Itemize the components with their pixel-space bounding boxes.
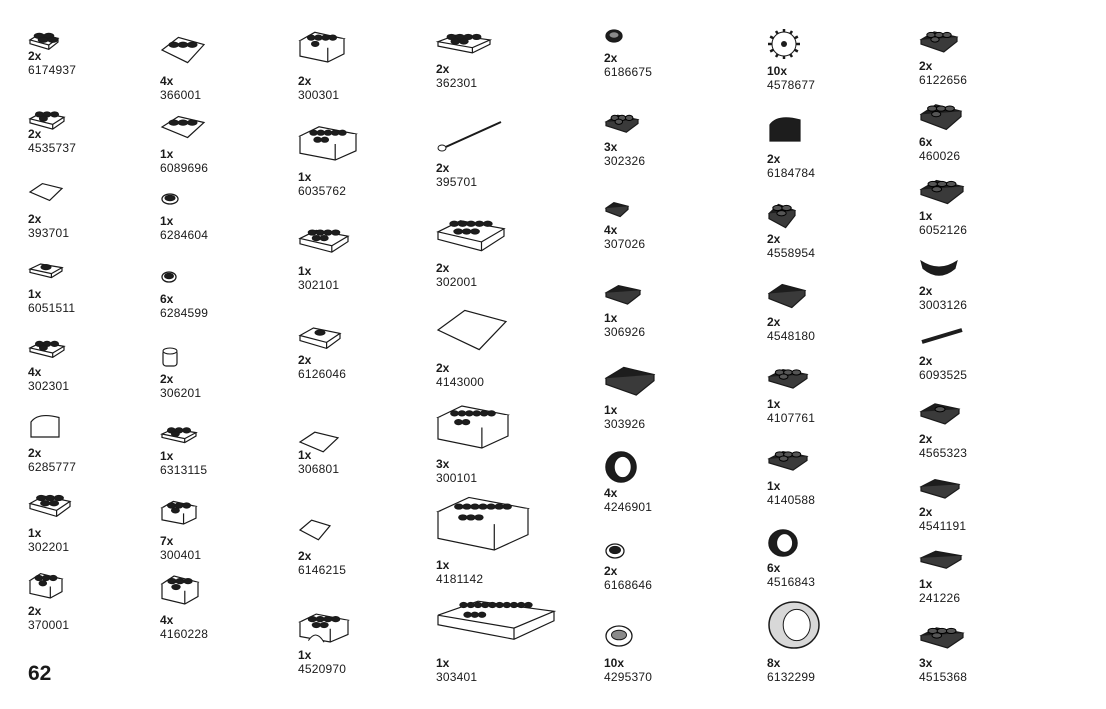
part-quantity: 2x (28, 127, 42, 141)
part-number: 302201 (28, 540, 70, 554)
part-number: 4541191 (919, 519, 967, 533)
part-number: 4143000 (436, 375, 485, 389)
part-number: 6285777 (28, 460, 77, 474)
part-number: 362301 (436, 76, 478, 90)
part-number: 6174937 (28, 63, 77, 77)
round-brick-icon (160, 346, 180, 370)
black-grille-plate-icon (767, 366, 809, 390)
black-jumper-plate-icon (919, 400, 961, 426)
part-number: 300301 (298, 88, 340, 102)
part-number: 4246901 (604, 500, 653, 514)
part-quantity: 1x (298, 264, 312, 278)
part-number: 4295370 (604, 670, 653, 684)
part-quantity: 3x (604, 140, 618, 154)
part-quantity: 2x (28, 49, 42, 63)
part-quantity: 2x (436, 62, 450, 76)
part-quantity: 1x (28, 526, 42, 540)
brick-2x2-icon (298, 28, 346, 64)
part-number: 303401 (436, 670, 478, 684)
antenna-icon (436, 118, 504, 154)
part-number: 4160228 (160, 627, 209, 641)
part-quantity: 2x (298, 549, 312, 563)
large-tire-icon (767, 600, 821, 650)
black-wheel-plate-icon (919, 100, 963, 132)
part-quantity: 2x (436, 161, 450, 175)
black-grille-tile-icon (919, 548, 963, 570)
part-number: 307026 (604, 237, 646, 251)
part-quantity: 6x (919, 135, 933, 149)
part-quantity: 2x (604, 51, 618, 65)
black-wheel-holder-icon (767, 448, 809, 472)
part-number: 241226 (919, 591, 961, 605)
black-clip-plate-icon (919, 28, 959, 54)
curved-brick-icon (28, 410, 62, 440)
part-quantity: 2x (919, 354, 933, 368)
part-quantity: 10x (767, 64, 788, 78)
part-number: 6313115 (160, 463, 208, 477)
jumper-plate-icon (28, 260, 64, 280)
black-axle-icon (919, 326, 965, 346)
part-number: 4535737 (28, 141, 77, 155)
part-quantity: 1x (604, 403, 618, 417)
part-number: 6168646 (604, 578, 653, 592)
part-quantity: 2x (919, 59, 933, 73)
wheel-rim-icon (604, 624, 634, 648)
part-quantity: 3x (919, 656, 933, 670)
brick-with-pin-icon (160, 572, 200, 606)
part-number: 6093525 (919, 368, 968, 382)
black-curved-slope-icon (767, 112, 803, 144)
black-curved-tile-icon (767, 280, 807, 310)
black-technic-brick-icon (767, 200, 797, 230)
clip-plate-icon (160, 425, 198, 445)
part-quantity: 4x (604, 223, 618, 237)
tire-icon (604, 450, 638, 484)
part-quantity: 10x (604, 656, 625, 670)
part-quantity: 2x (436, 261, 450, 275)
part-number: 303926 (604, 417, 646, 431)
plate-2x8-icon (436, 590, 556, 646)
part-quantity: 2x (919, 505, 933, 519)
black-plate-2x2-icon (919, 176, 965, 206)
brick-2x6-icon (436, 490, 530, 552)
part-number: 370001 (28, 618, 70, 632)
part-quantity: 1x (160, 214, 174, 228)
part-number: 4181142 (436, 572, 484, 586)
part-number: 4565323 (919, 446, 968, 460)
part-quantity: 2x (28, 604, 42, 618)
part-quantity: 4x (160, 74, 174, 88)
gear-icon (767, 28, 801, 60)
part-quantity: 1x (919, 577, 933, 591)
part-number: 6126046 (298, 367, 347, 381)
jumper-plate-2x2-icon (298, 322, 342, 352)
wedge-slope-icon (436, 302, 508, 358)
angle-plate-icon (298, 516, 332, 544)
black-horn-icon (919, 252, 959, 282)
part-number: 4140588 (767, 493, 816, 507)
part-quantity: 1x (298, 648, 312, 662)
part-number: 302101 (298, 278, 340, 292)
part-quantity: 4x (604, 486, 618, 500)
part-quantity: 2x (28, 446, 42, 460)
black-tile-1x2-icon (604, 282, 642, 306)
black-hinge-plate-icon (919, 624, 965, 650)
brick-1x2-icon (160, 498, 198, 526)
arch-brick-icon (298, 610, 350, 644)
part-quantity: 2x (767, 152, 781, 166)
part-number: 4548180 (767, 329, 816, 343)
part-number: 300401 (160, 548, 202, 562)
round-tile-icon (160, 192, 180, 206)
part-number: 306201 (160, 386, 202, 400)
technic-brick-icon (28, 570, 64, 600)
black-tire-icon (767, 528, 799, 558)
part-number: 302301 (28, 379, 70, 393)
part-number: 302326 (604, 154, 646, 168)
small-round-plate-icon (604, 542, 626, 560)
part-quantity: 1x (298, 170, 312, 184)
black-tile-1x1-icon (604, 200, 630, 218)
part-number: 6146215 (298, 563, 347, 577)
plate-2x2-icon (28, 490, 72, 520)
part-number: 4516843 (767, 575, 816, 589)
part-quantity: 1x (919, 209, 933, 223)
wedge-plate-icon (160, 112, 206, 142)
part-quantity: 1x (298, 448, 312, 462)
part-number: 395701 (436, 175, 478, 189)
part-quantity: 2x (160, 372, 174, 386)
part-quantity: 2x (919, 432, 933, 446)
brick-2x4-icon (436, 400, 510, 450)
part-number: 302001 (436, 275, 478, 289)
part-number: 460026 (919, 149, 961, 163)
part-number: 4520970 (298, 662, 347, 676)
plate-2x3-icon (298, 224, 350, 256)
part-number: 6184784 (767, 166, 816, 180)
part-quantity: 2x (767, 315, 781, 329)
part-quantity: 2x (767, 232, 781, 246)
part-quantity: 1x (767, 479, 781, 493)
part-quantity: 1x (28, 287, 42, 301)
part-quantity: 3x (436, 457, 450, 471)
part-quantity: 2x (298, 353, 312, 367)
part-quantity: 2x (28, 212, 42, 226)
part-quantity: 6x (767, 561, 781, 575)
black-slope-2x2-icon (604, 362, 656, 398)
part-number: 6284599 (160, 306, 209, 320)
plate-2x4-icon (436, 212, 506, 256)
part-quantity: 2x (604, 564, 618, 578)
round-plate-icon (160, 270, 178, 284)
part-number: 366001 (160, 88, 202, 102)
part-number: 6186675 (604, 65, 653, 79)
part-number: 306926 (604, 325, 646, 339)
brick-with-axle-icon (298, 122, 358, 162)
black-round-plate-icon (604, 28, 624, 44)
part-number: 3003126 (919, 298, 968, 312)
part-number: 4515368 (919, 670, 968, 684)
plate-1x2-icon (28, 338, 66, 360)
part-quantity: 4x (28, 365, 42, 379)
part-quantity: 1x (160, 449, 174, 463)
part-number: 300101 (436, 471, 478, 485)
part-number: 6052126 (919, 223, 968, 237)
part-quantity: 2x (298, 74, 312, 88)
part-number: 6035762 (298, 184, 347, 198)
part-quantity: 6x (160, 292, 174, 306)
part-quantity: 1x (160, 147, 174, 161)
part-quantity: 1x (436, 656, 450, 670)
part-number: 6051511 (28, 301, 76, 315)
part-number: 6089696 (160, 161, 209, 175)
part-quantity: 7x (160, 534, 174, 548)
part-number: 6122656 (919, 73, 968, 87)
part-number: 4107761 (767, 411, 816, 425)
part-quantity: 8x (767, 656, 781, 670)
part-number: 393701 (28, 226, 70, 240)
part-number: 4578677 (767, 78, 816, 92)
part-quantity: 4x (160, 613, 174, 627)
part-quantity: 1x (767, 397, 781, 411)
part-quantity: 2x (919, 284, 933, 298)
black-plate-1x2-icon (604, 112, 640, 134)
part-number: 306801 (298, 462, 340, 476)
part-number: 4558954 (767, 246, 816, 260)
black-grille-slope-icon (919, 476, 961, 500)
part-number: 6284604 (160, 228, 209, 242)
plate-1x3-icon (436, 30, 492, 56)
part-quantity: 2x (436, 361, 450, 375)
bracket-icon (28, 180, 64, 204)
part-quantity: 1x (604, 311, 618, 325)
page-number: 62 (28, 662, 52, 685)
part-quantity: 1x (436, 558, 450, 572)
part-number: 6132299 (767, 670, 816, 684)
inverted-slope-icon (160, 32, 206, 68)
